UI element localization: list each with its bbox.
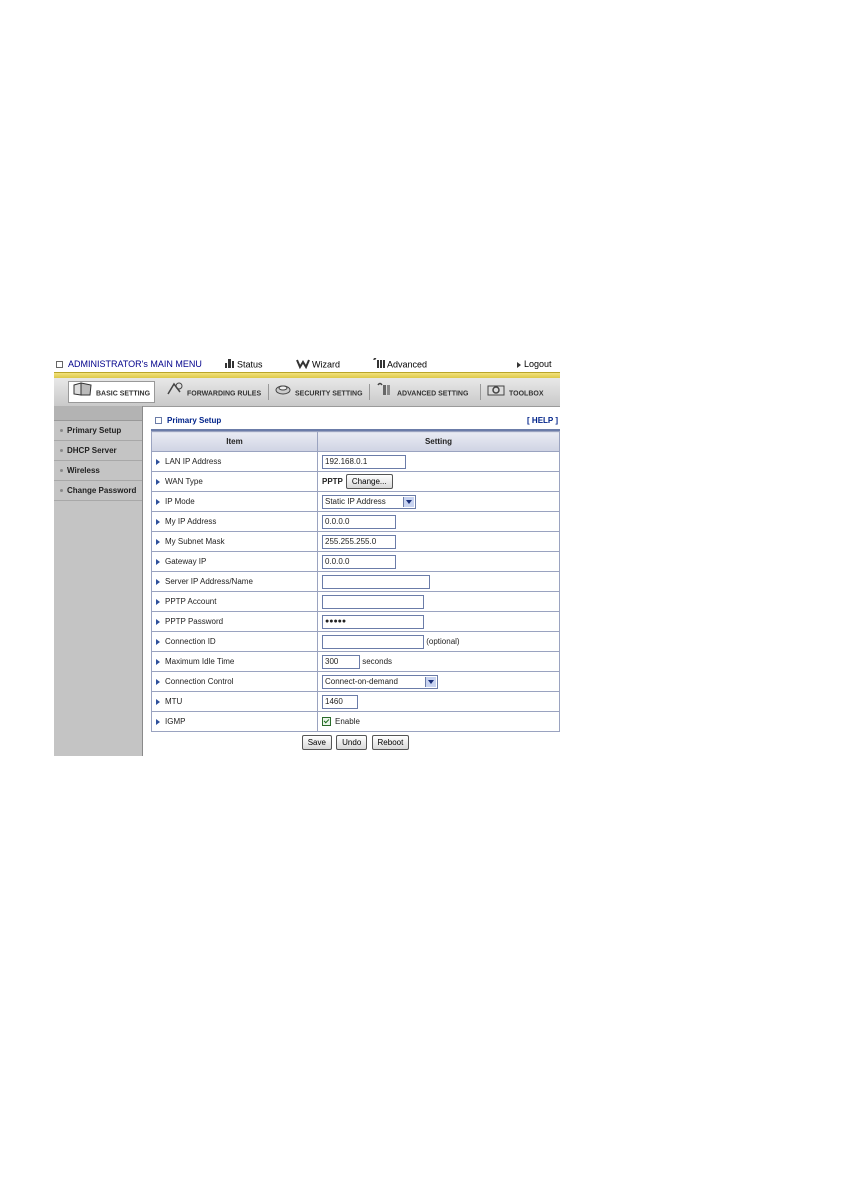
undo-button[interactable]: Undo <box>336 735 367 750</box>
connection-control-selected: Connect-on-demand <box>325 676 398 686</box>
row-arrow-icon <box>156 579 160 585</box>
row-arrow-icon <box>156 499 160 505</box>
row-label <box>152 692 318 712</box>
sidebar-header-strip <box>54 406 142 421</box>
row-arrow-icon <box>156 539 160 545</box>
table-row <box>152 652 560 672</box>
row-label <box>152 632 318 652</box>
table-row <box>152 632 560 652</box>
pptp-account-input[interactable] <box>322 595 424 609</box>
panel-title <box>155 413 221 429</box>
tab-toolbox[interactable] <box>486 382 543 402</box>
igmp-label: IGMP <box>165 717 186 726</box>
wizard-link[interactable] <box>296 358 340 370</box>
tab-basic-setting[interactable] <box>68 381 155 403</box>
bullet-icon <box>60 449 63 452</box>
row-arrow-icon <box>156 639 160 645</box>
wan-type-value: PPTP <box>322 476 343 486</box>
tab-advanced-setting[interactable] <box>376 382 468 402</box>
row-arrow-icon <box>156 479 160 485</box>
row-label <box>152 672 318 692</box>
primary-setup-panel <box>151 413 560 756</box>
panel-header <box>151 413 560 431</box>
admin-main-menu-link[interactable] <box>56 358 202 370</box>
my-ip-label: My IP Address <box>165 517 217 526</box>
server-ip-label: Server IP Address/Name <box>165 577 253 586</box>
row-label <box>152 612 318 632</box>
table-row <box>152 492 560 512</box>
router-admin-window <box>54 355 560 756</box>
logout-link[interactable] <box>517 358 552 370</box>
lan-ip-label: LAN IP Address <box>165 457 222 466</box>
row-arrow-icon <box>156 679 160 685</box>
advanced-label: Advanced <box>387 359 428 370</box>
row-setting <box>318 612 560 632</box>
row-setting <box>318 492 560 512</box>
tab-forwarding-rules[interactable] <box>166 382 261 402</box>
sidebar-item-label: Wireless <box>67 466 100 475</box>
table-row <box>152 472 560 492</box>
table-row <box>152 612 560 632</box>
row-arrow-icon <box>156 519 160 525</box>
row-setting <box>318 592 560 612</box>
row-label <box>152 452 318 472</box>
logout-label: Logout <box>524 359 552 369</box>
pptp-password-input[interactable]: ●●●●● <box>322 615 424 629</box>
bullet-icon <box>60 489 63 492</box>
sidebar-item-wireless[interactable] <box>54 461 142 481</box>
table-row <box>152 512 560 532</box>
igmp-enable-label: Enable <box>335 716 360 726</box>
row-setting <box>318 652 560 672</box>
optional-note: (optional) <box>426 636 460 646</box>
table-row <box>152 552 560 572</box>
save-button[interactable]: Save <box>302 735 332 750</box>
row-arrow-icon <box>156 719 160 725</box>
connection-control-label: Connection Control <box>165 677 234 686</box>
tab-toolbox-label: TOOLBOX <box>509 390 544 398</box>
my-subnet-mask-label: My Subnet Mask <box>165 537 225 546</box>
table-row <box>152 592 560 612</box>
row-setting <box>318 632 560 652</box>
change-wan-type-button[interactable]: Change... <box>346 474 393 489</box>
wan-type-label: WAN Type <box>165 477 203 486</box>
table-row <box>152 572 560 592</box>
idle-unit: seconds <box>362 656 393 666</box>
sidebar-item-label: Change Password <box>67 486 137 495</box>
tab-divider <box>480 384 481 400</box>
security-icon <box>274 382 292 405</box>
bullet-icon <box>60 469 63 472</box>
square-bullet-icon <box>155 417 162 424</box>
sidebar-item-change-password[interactable] <box>54 481 142 501</box>
row-setting <box>318 532 560 552</box>
table-row <box>152 672 560 692</box>
pptp-account-label: PPTP Account <box>165 597 217 606</box>
pptp-password-label: PPTP Password <box>165 617 224 626</box>
tab-divider <box>369 384 370 400</box>
row-label <box>152 572 318 592</box>
max-idle-time-label: Maximum Idle Time <box>165 657 235 666</box>
advanced-setting-icon <box>376 382 394 405</box>
row-label <box>152 532 318 552</box>
row-arrow-icon <box>156 559 160 565</box>
action-buttons <box>151 732 560 753</box>
tab-bar <box>54 378 560 407</box>
forwarding-icon <box>166 382 184 405</box>
sidebar-item-dhcp-server[interactable] <box>54 441 142 461</box>
row-label <box>152 472 318 492</box>
mtu-label: MTU <box>165 697 183 706</box>
mtu-input[interactable]: 1460 <box>322 695 358 709</box>
ip-mode-label: IP Mode <box>165 497 195 506</box>
row-label <box>152 512 318 532</box>
row-arrow-icon <box>156 659 160 665</box>
row-label <box>152 552 318 572</box>
row-setting <box>318 512 560 532</box>
row-setting <box>318 672 560 692</box>
left-sidebar <box>54 406 143 756</box>
panel-title-text: Primary Setup <box>167 416 222 425</box>
row-setting <box>318 452 560 472</box>
row-arrow-icon <box>156 599 160 605</box>
connection-control-select[interactable] <box>322 675 438 689</box>
igmp-enable-checkbox[interactable] <box>322 717 331 726</box>
tab-basic-setting-label: BASIC SETTING <box>96 390 151 398</box>
gateway-ip-label: Gateway IP <box>165 557 207 566</box>
folder-icon <box>73 382 93 405</box>
row-setting <box>318 712 560 732</box>
settings-table <box>151 431 560 732</box>
toolbox-icon <box>486 382 506 405</box>
sidebar-item-label: DHCP Server <box>67 446 117 455</box>
tab-security-setting-label: SECURITY SETTING <box>295 390 363 398</box>
row-arrow-icon <box>156 619 160 625</box>
square-bullet-icon <box>56 361 63 368</box>
sidebar-item-label: Primary Setup <box>67 426 122 435</box>
wizard-label: Wizard <box>312 359 341 370</box>
advanced-icon <box>372 358 385 372</box>
ip-mode-select[interactable] <box>322 495 416 509</box>
sidebar-item-primary-setup[interactable] <box>54 421 142 441</box>
table-row <box>152 692 560 712</box>
status-link[interactable] <box>224 358 263 370</box>
row-arrow-icon <box>156 699 160 705</box>
tab-divider <box>268 384 269 400</box>
gateway-ip-input[interactable]: 0.0.0.0 <box>322 555 396 569</box>
my-ip-input[interactable]: 0.0.0.0 <box>322 515 396 529</box>
status-label: Status <box>237 359 263 370</box>
table-row <box>152 452 560 472</box>
row-label <box>152 492 318 512</box>
connection-id-label: Connection ID <box>165 637 216 646</box>
wizard-icon <box>296 358 310 372</box>
chevron-down-icon <box>403 497 414 507</box>
row-setting <box>318 472 560 492</box>
row-setting <box>318 552 560 572</box>
row-label <box>152 592 318 612</box>
row-setting <box>318 692 560 712</box>
help-link[interactable]: [ HELP ] <box>527 416 558 425</box>
chevron-down-icon <box>425 677 436 687</box>
lan-ip-input[interactable]: 192.168.0.1 <box>322 455 406 469</box>
table-row <box>152 712 560 732</box>
row-setting <box>318 572 560 592</box>
reboot-button[interactable]: Reboot <box>372 735 410 750</box>
server-ip-input[interactable] <box>322 575 430 589</box>
row-label <box>152 652 318 672</box>
arrow-right-icon <box>517 362 521 368</box>
max-idle-time-input[interactable]: 300 <box>322 655 360 669</box>
bullet-icon <box>60 429 63 432</box>
tab-advanced-setting-label: ADVANCED SETTING <box>397 390 469 398</box>
ip-mode-selected: Static IP Address <box>325 496 386 506</box>
tab-forwarding-rules-label: FORWARDING RULES <box>187 390 262 398</box>
row-arrow-icon <box>156 459 160 465</box>
status-icon <box>224 358 235 372</box>
column-header-setting: Setting <box>318 432 560 452</box>
row-label <box>152 712 318 732</box>
my-subnet-mask-input[interactable]: 255.255.255.0 <box>322 535 396 549</box>
column-header-item: Item <box>152 432 318 452</box>
top-menu-bar <box>54 355 560 372</box>
table-row <box>152 532 560 552</box>
advanced-link[interactable] <box>372 358 427 370</box>
tab-security-setting[interactable] <box>274 382 363 402</box>
connection-id-input[interactable] <box>322 635 424 649</box>
admin-main-menu-label: ADMINISTRATOR's MAIN MENU <box>68 359 202 369</box>
table-header-row <box>152 432 560 452</box>
